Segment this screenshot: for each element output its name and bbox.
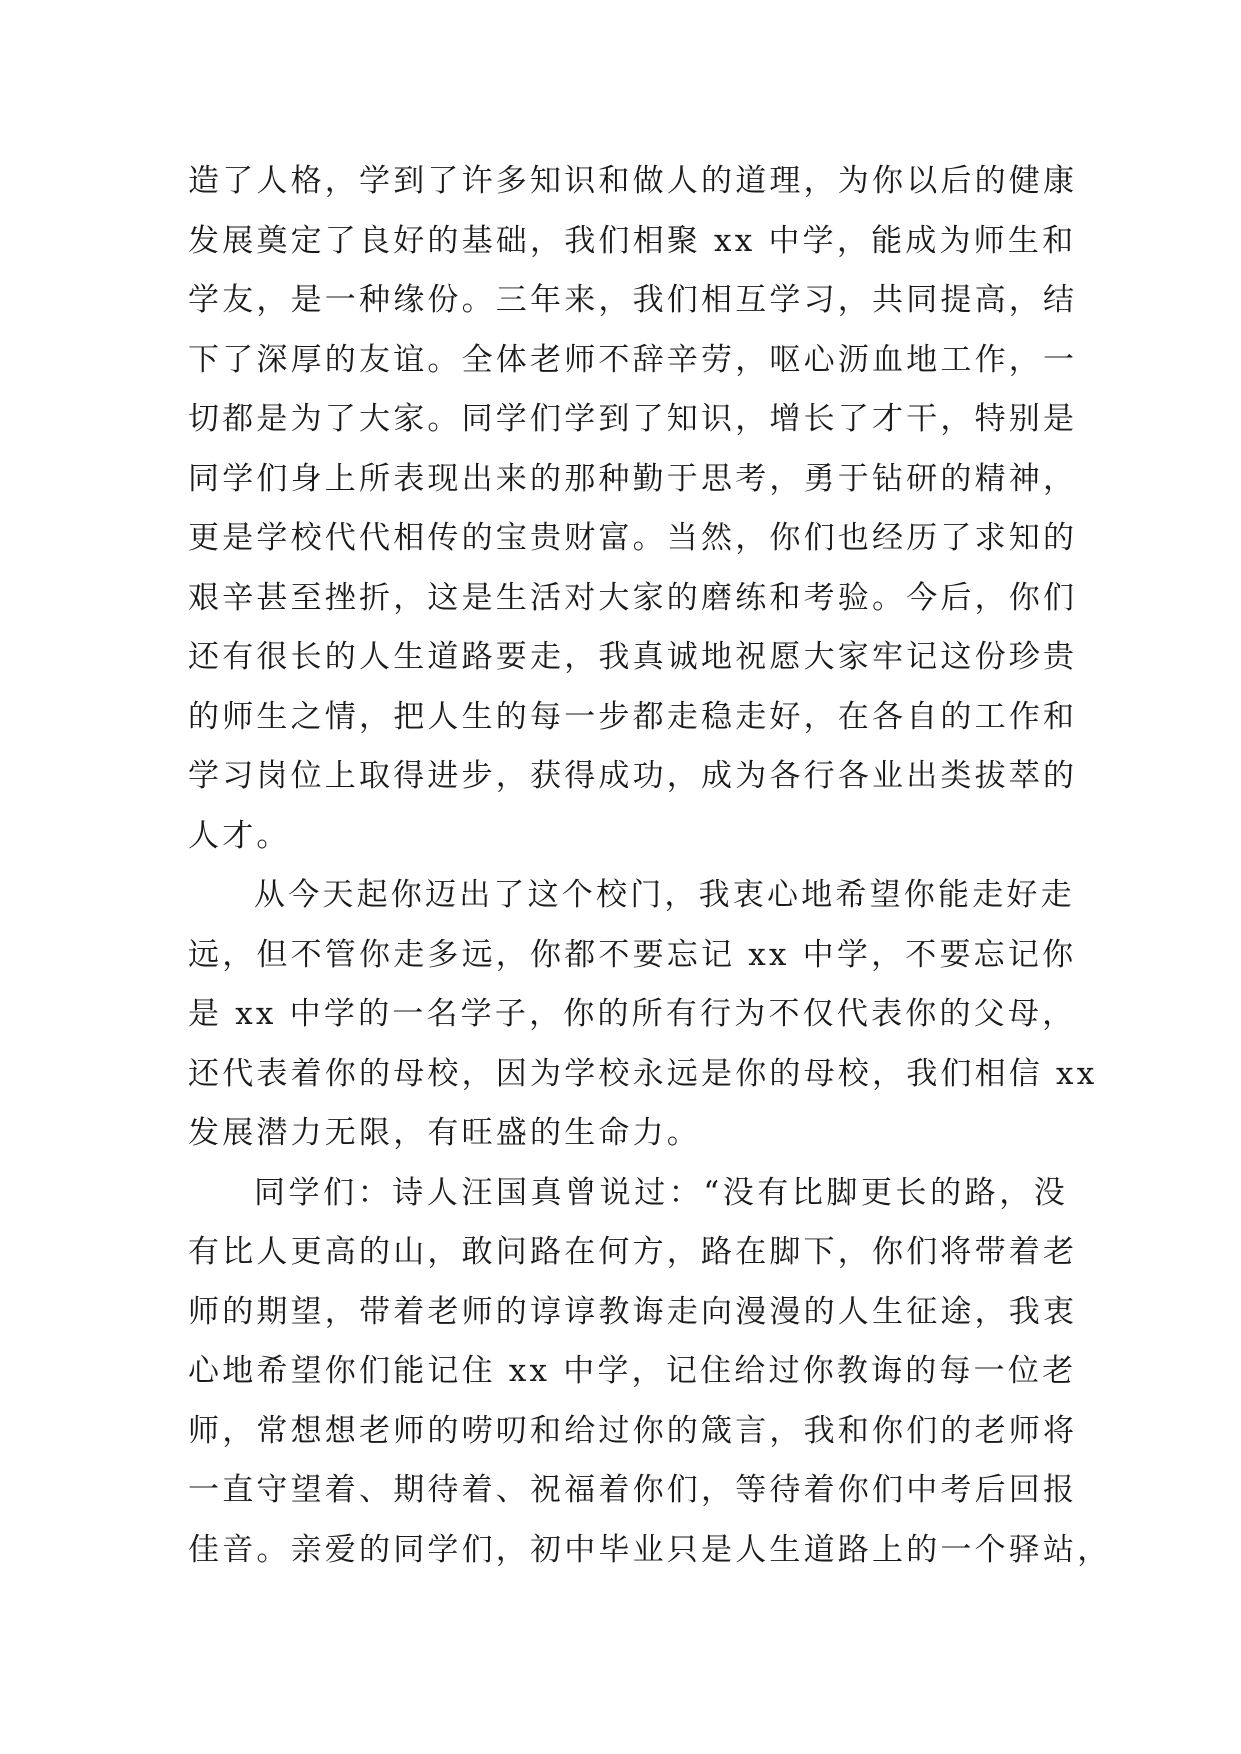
text-line: 还有很长的人生道路要走，我真诚地祝愿大家牢记这份珍贵 <box>188 639 1078 675</box>
text-line: 发展奠定了良好的基础，我们相聚 xx 中学，能成为师生和 <box>188 222 1077 259</box>
text-line: 造了人格，学到了许多知识和做人的道理，为你以后的健康 <box>188 163 1078 199</box>
body-text <box>188 152 1112 1580</box>
text-line: 学习岗位上取得进步，获得成功，成为各行各业出类拔萃的 <box>188 758 1078 794</box>
text-line: 一直守望着、期待着、祝福着你们，等待着你们中考后回报 <box>188 1472 1078 1508</box>
text-line: 佳音。亲爱的同学们，初中毕业只是人生道路上的一个驿站， <box>188 1531 1112 1568</box>
text-line: 师，常想想老师的唠叨和给过你的箴言，我和你们的老师将 <box>188 1412 1078 1449</box>
text-line: 发展潜力无限，有旺盛的生命力。 <box>188 1115 701 1151</box>
text-line: 师的期望，带着老师的谆谆教诲走向漫漫的人生征途，我衷 <box>188 1293 1078 1330</box>
text-line: 切都是为了大家。同学们学到了知识，增长了才干，特别是 <box>188 401 1078 437</box>
text-line: 从今天起你迈出了这个校门，我衷心地希望你能走好走 <box>254 877 1075 913</box>
text-line: 学友，是一种缘份。三年来，我们相互学习，共同提高，结 <box>188 282 1078 318</box>
text-line: 远，但不管你走多远，你都不要忘记 xx 中学，不要忘记你 <box>188 936 1077 973</box>
text-line: 心地希望你们能记住 xx 中学，记住给过你教诲的每一位老 <box>188 1353 1077 1389</box>
text-line: 的师生之情，把人生的每一步都走稳走好，在各自的工作和 <box>188 698 1078 735</box>
text-line: 还代表着你的母校，因为学校永远是你的母校，我们相信 xx <box>188 1055 1098 1092</box>
text-line: 同学们：诗人汪国真曾说过：“没有比脚更长的路，没 <box>254 1174 1068 1211</box>
text-line: 更是学校代代相传的宝贵财富。当然，你们也经历了求知的 <box>188 520 1078 556</box>
text-line: 下了深厚的友谊。全体老师不辞辛劳，呕心沥血地工作，一 <box>188 341 1078 378</box>
text-line: 同学们身上所表现出来的那种勤于思考，勇于钻研的精神， <box>188 460 1078 497</box>
text-line: 是 xx 中学的一名学子，你的所有行为不仅代表你的父母， <box>188 996 1077 1032</box>
text-line: 有比人更高的山，敢问路在何方，路在脚下，你们将带着老 <box>188 1234 1078 1270</box>
text-line: 艰辛甚至挫折，这是生活对大家的磨练和考验。今后，你们 <box>188 579 1078 616</box>
text-line: 人才。 <box>188 817 291 854</box>
